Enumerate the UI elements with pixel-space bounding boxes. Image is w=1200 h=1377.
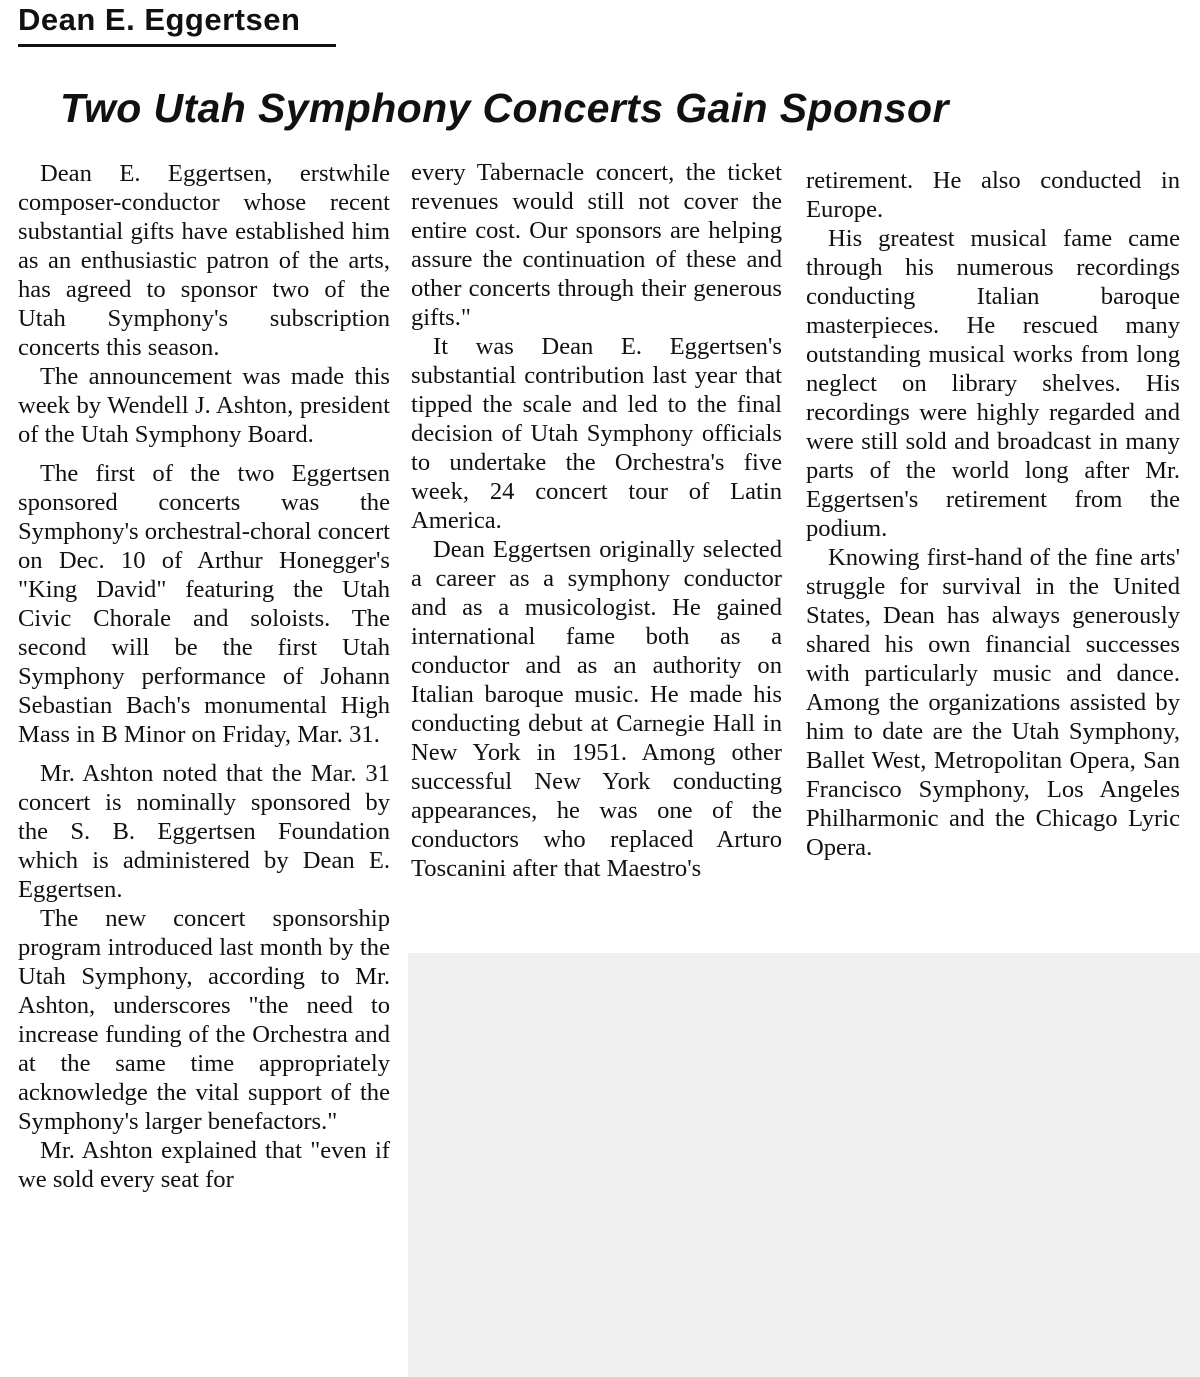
paragraph: Mr. Ashton explained that "even if we sold every seat for bbox=[18, 1137, 390, 1193]
article-column-3 bbox=[806, 166, 1180, 862]
paragraph: The new concert sponsorship program introduced last month by the Utah Symphony, according to Mr. Ashton, underscores "the need to increase funding of the Orchestra and at the same time appropriately acknowledge the vital support of the Symphony's larger benefactors." bbox=[18, 905, 390, 1135]
article-column-2 bbox=[411, 158, 782, 883]
paragraph: His greatest musical fame came through his numerous recordings conducting Italian baroque masterpieces. He rescued many outstanding musical works from long neglect on library shelves. His recordings were highly regarded and were still sold and broadcast in many parts of the world long after Mr. Eggertsen's retirement from the podium. bbox=[806, 225, 1180, 542]
article-column-1 bbox=[18, 159, 390, 1194]
paragraph: Mr. Ashton noted that the Mar. 31 concert is nominally sponsored by the S. B. Eggertsen Foundation which is administered by Dean E. Eggertsen. bbox=[18, 760, 390, 903]
article-headline: Two Utah Symphony Concerts Gain Sponsor bbox=[60, 85, 949, 131]
paragraph: The first of the two Eggertsen sponsored concerts was the Symphony's orchestral-choral concert on Dec. 10 of Arthur Honegger's "King David" featuring the Utah Civic Chorale and soloists. The second will be the first Utah Symphony performance of Johann Sebastian Bach's monumental High Mass in B Minor on Friday, Mar. 31. bbox=[18, 460, 390, 748]
paragraph: retirement. He also conducted in Europe. bbox=[806, 167, 1180, 223]
paragraph: Dean Eggertsen originally selected a career as a symphony conductor and as a musicologist. He gained international fame both as a conductor and as an authority on Italian baroque music. He made his conducting debut at Carnegie Hall in New York in 1951. Among other successful New York conducting appearances, he was one of the conductors who replaced Arturo Toscanini after that Maestro's bbox=[411, 536, 782, 882]
paragraph: every Tabernacle concert, the ticket revenues would still not cover the entire cost. Our sponsors are helping assure the continuation of these and other concerts through their generous gifts." bbox=[411, 159, 782, 331]
paragraph: Knowing first-hand of the fine arts' struggle for survival in the United States, Dean has always generously shared his own financial successes with particularly music and dance. Among the organizations assisted by him to date are the Utah Symphony, Ballet West, Metropolitan Opera, San Francisco Symphony, Los Angeles Philharmonic and the Chicago Lyric Opera. bbox=[806, 544, 1180, 861]
article-kicker: Dean E. Eggertsen bbox=[18, 2, 336, 47]
paragraph: It was Dean E. Eggertsen's substantial contribution last year that tipped the scale and led to the final decision of Utah Symphony officials to undertake the Orchestra's five week, 24 concert tour of Latin America. bbox=[411, 333, 782, 534]
paragraph: Dean E. Eggertsen, erstwhile composer-conductor whose recent substantial gifts have established him as an enthusiastic patron of the arts, has agreed to sponsor two of the Utah Symphony's subscription concerts this season. bbox=[18, 160, 390, 361]
empty-area bbox=[408, 953, 1200, 1377]
paragraph: The announcement was made this week by Wendell J. Ashton, president of the Utah Symphony Board. bbox=[18, 363, 390, 448]
